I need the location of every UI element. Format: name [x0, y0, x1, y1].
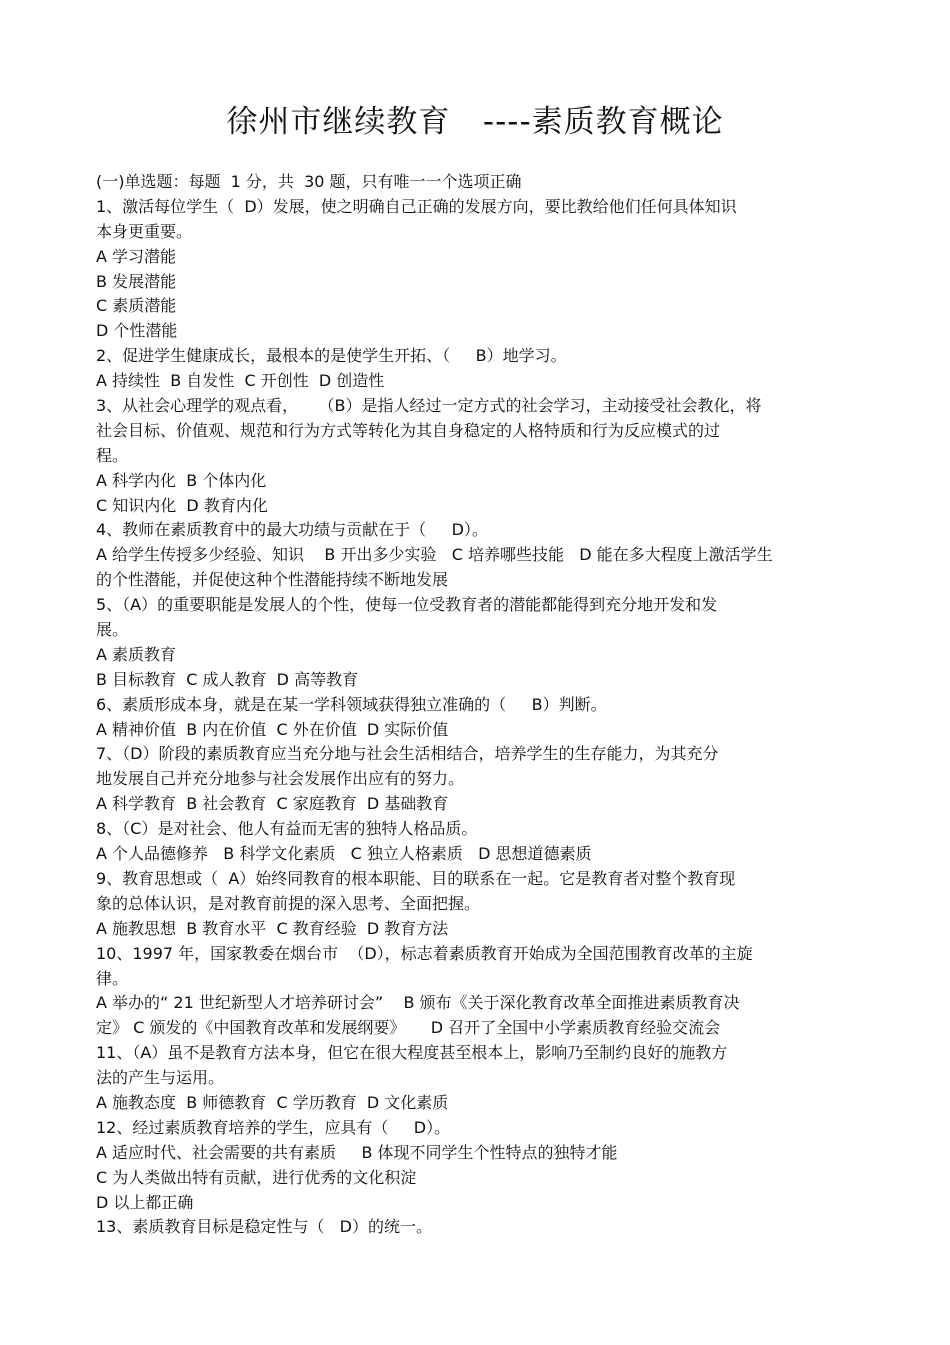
text-line: 展。 — [96, 620, 129, 640]
text-line: A 科学内化 B 个体内化 — [96, 470, 267, 490]
text-line: 地发展自己并充分地参与社会发展作出应有的努力。 — [96, 769, 465, 789]
text-line: 5、（A）的重要职能是发展人的个性，使每一位受教育者的潜能都能得到充分地开发和发 — [96, 595, 718, 615]
text-line: 程。 — [96, 445, 129, 465]
text-line: 9、教育思想或（ A）始终同教育的根本职能、目的联系在一起。它是教育者对整个教育现 — [96, 868, 736, 888]
text-line: A 精神价值 B 内在价值 C 外在价值 D 实际价值 — [96, 719, 449, 739]
text-line: 2、促进学生健康成长，最根本的是使学生开拓、（ B）地学习。 — [96, 346, 567, 366]
text-line: A 施教思想 B 教育水平 C 教育经验 D 教育方法 — [96, 918, 449, 938]
text-line: C 知识内化 D 教育内化 — [96, 495, 268, 515]
text-line: A 科学教育 B 社会教育 C 家庭教育 D 基础教育 — [96, 794, 449, 814]
text-line: A 给学生传授多少经验、知识 B 开出多少实验 C 培养哪些技能 D 能在多大程度上激活学生 — [96, 545, 773, 565]
text-line: (一)单选题：每题 1 分，共 30 题，只有唯一一个选项正确 — [96, 172, 522, 191]
text-line: C 素质潜能 — [96, 296, 177, 316]
text-line: 1、激活每位学生（ D）发展，使之明确自己正确的发展方向，要比教给他们任何具体知识 — [96, 196, 737, 216]
text-line: A 持续性 B 自发性 C 开创性 D 创造性 — [96, 371, 385, 391]
text-line: B 发展潜能 — [96, 271, 177, 291]
text-line: 定》 C 颁发的《中国教育改革和发展纲要》 D 召开了全国中小学素质教育经验交流会 — [96, 1018, 721, 1038]
text-line: 12、经过素质教育培养的学生，应具有（ D）。 — [96, 1117, 451, 1137]
text-line: D 以上都正确 — [96, 1192, 194, 1212]
text-line: 10、1997 年，国家教委在烟台市 （D），标志着素质教育开始成为全国范围教育改革的主旋 — [96, 943, 753, 963]
text-line: 象的总体认识，是对教育前提的深入思考、全面把握。 — [96, 893, 481, 913]
text-line: A 个人品德修养 B 科学文化素质 C 独立人格素质 D 思想道德素质 — [96, 844, 592, 864]
text-line: 13、素质教育目标是稳定性与（ D）的统一。 — [96, 1217, 432, 1237]
text-line: 6、素质形成本身，就是在某一学科领域获得独立准确的（ B）判断。 — [96, 694, 607, 714]
text-line: 法的产生与运用。 — [96, 1068, 225, 1088]
text-line: A 举办的“ 21 世纪新型人才培养研讨会” B 颁布《关于深化教育改革全面推进素质教育决 — [96, 993, 740, 1013]
text-line: 律。 — [96, 968, 129, 988]
text-line: B 目标教育 C 成人教育 D 高等教育 — [96, 669, 359, 689]
text-line: D 个性潜能 — [96, 321, 178, 341]
text-line: 8、（C）是对社会、他人有益而无害的独特人格品质。 — [96, 819, 478, 839]
text-line: 本身更重要。 — [96, 221, 193, 241]
document-body — [96, 170, 841, 1240]
text-line: A 学习潜能 — [96, 246, 177, 266]
text-line: 3、从社会心理学的观点看， （B）是指人经过一定方式的社会学习，主动接受社会教化，将 — [96, 396, 762, 416]
text-line: A 施教态度 B 师德教育 C 学历教育 D 文化素质 — [96, 1092, 449, 1112]
text-line: 11、（A）虽不是教育方法本身，但它在很大程度甚至根本上，影响乃至制约良好的施教方 — [96, 1043, 728, 1063]
text-line: 社会目标、价值观、规范和行为方式等转化为其自身稳定的人格特质和行为反应模式的过 — [96, 420, 721, 440]
text-line: A 素质教育 — [96, 644, 177, 664]
text-line: 7、（D）阶段的素质教育应当充分地与社会生活相结合，培养学生的生存能力，为其充分 — [96, 744, 719, 764]
text-line: A 适应时代、社会需要的共有素质 B 体现不同学生个性特点的独特才能 — [96, 1142, 618, 1162]
text-line: 的个性潜能，并促使这种个性潜能持续不断地发展 — [96, 570, 449, 590]
document-title: 徐州市继续教育 ----素质教育概论 — [226, 104, 724, 140]
text-line: 4、教师在素质教育中的最大功绩与贡献在于（ D）。 — [96, 520, 488, 540]
text-line: C 为人类做出特有贡献，进行优秀的文化积淀 — [96, 1167, 417, 1187]
